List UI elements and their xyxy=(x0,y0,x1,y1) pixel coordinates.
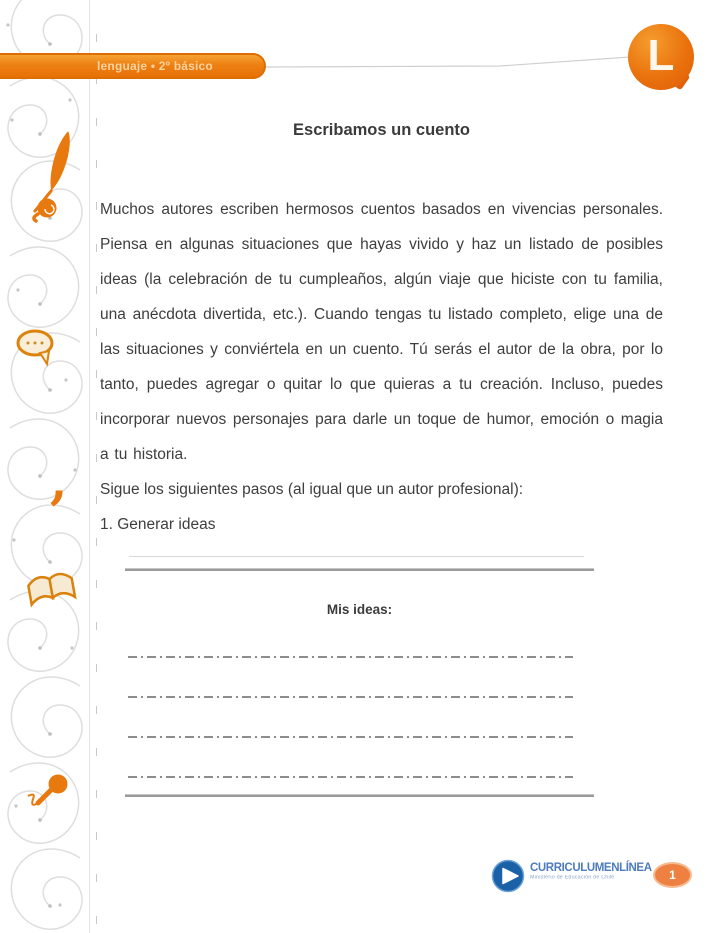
page-number: 1 xyxy=(669,868,676,882)
box-bottom-rule xyxy=(125,794,594,797)
writing-line xyxy=(128,656,573,658)
subject-badge xyxy=(0,53,266,79)
strip-divider-line xyxy=(89,0,90,933)
page-title: Escribamos un cuento xyxy=(293,121,470,139)
strip-dashed-line xyxy=(96,0,97,933)
writing-line xyxy=(128,776,573,778)
open-book-icon xyxy=(27,572,75,605)
play-icon xyxy=(491,859,525,893)
comma-icon: , xyxy=(50,451,68,510)
step-1-label: 1. Generar ideas xyxy=(100,516,216,533)
logo-text: CURRICULUMENLÍNEA xyxy=(530,862,652,874)
writing-line xyxy=(128,696,573,698)
subject-letter-badge xyxy=(628,24,694,90)
speech-bubble-icon xyxy=(18,331,52,364)
logo-tagline: Ministerio de Educación de Chile xyxy=(530,875,615,881)
curriculum-logo xyxy=(491,859,652,893)
intro-paragraph: Muchos autores escriben hermosos cuentos basados en vivencias personales. Piensa en algunas situaciones que hayas vivido y haz un listado de posibles ideas (la celebración de tu cumpleaños, algún viaje que hiciste con tu familia, una anécdota divertida, etc.). Cuando tengas tu listado completo, elige una de las situaciones y conviértela en un cuento. Tú serás el autor de la obra, por lo tanto, puedes agregar o quitar lo que quieras a tu creación. Incluso, puedes incorporar nuevos personajes para darle un toque de humor, emoción o magia a tu historia. xyxy=(100,201,663,463)
ideas-heading: Mis ideas: xyxy=(326,602,393,617)
microphone-icon xyxy=(28,775,68,805)
writing-line xyxy=(128,736,573,738)
page-number-badge xyxy=(653,862,692,888)
box-top-thin-rule xyxy=(129,556,584,557)
ideas-box xyxy=(125,552,594,800)
subject-badge-label: lenguaje • 2º básico xyxy=(97,59,213,73)
subject-letter: L xyxy=(647,30,675,80)
body-text-block xyxy=(100,192,663,542)
box-top-rule xyxy=(125,568,594,571)
decorative-left-border xyxy=(0,0,104,933)
header-connector-line xyxy=(0,0,720,100)
instruction-line: Sigue los siguientes pasos (al igual que un autor profesional): xyxy=(100,481,524,498)
